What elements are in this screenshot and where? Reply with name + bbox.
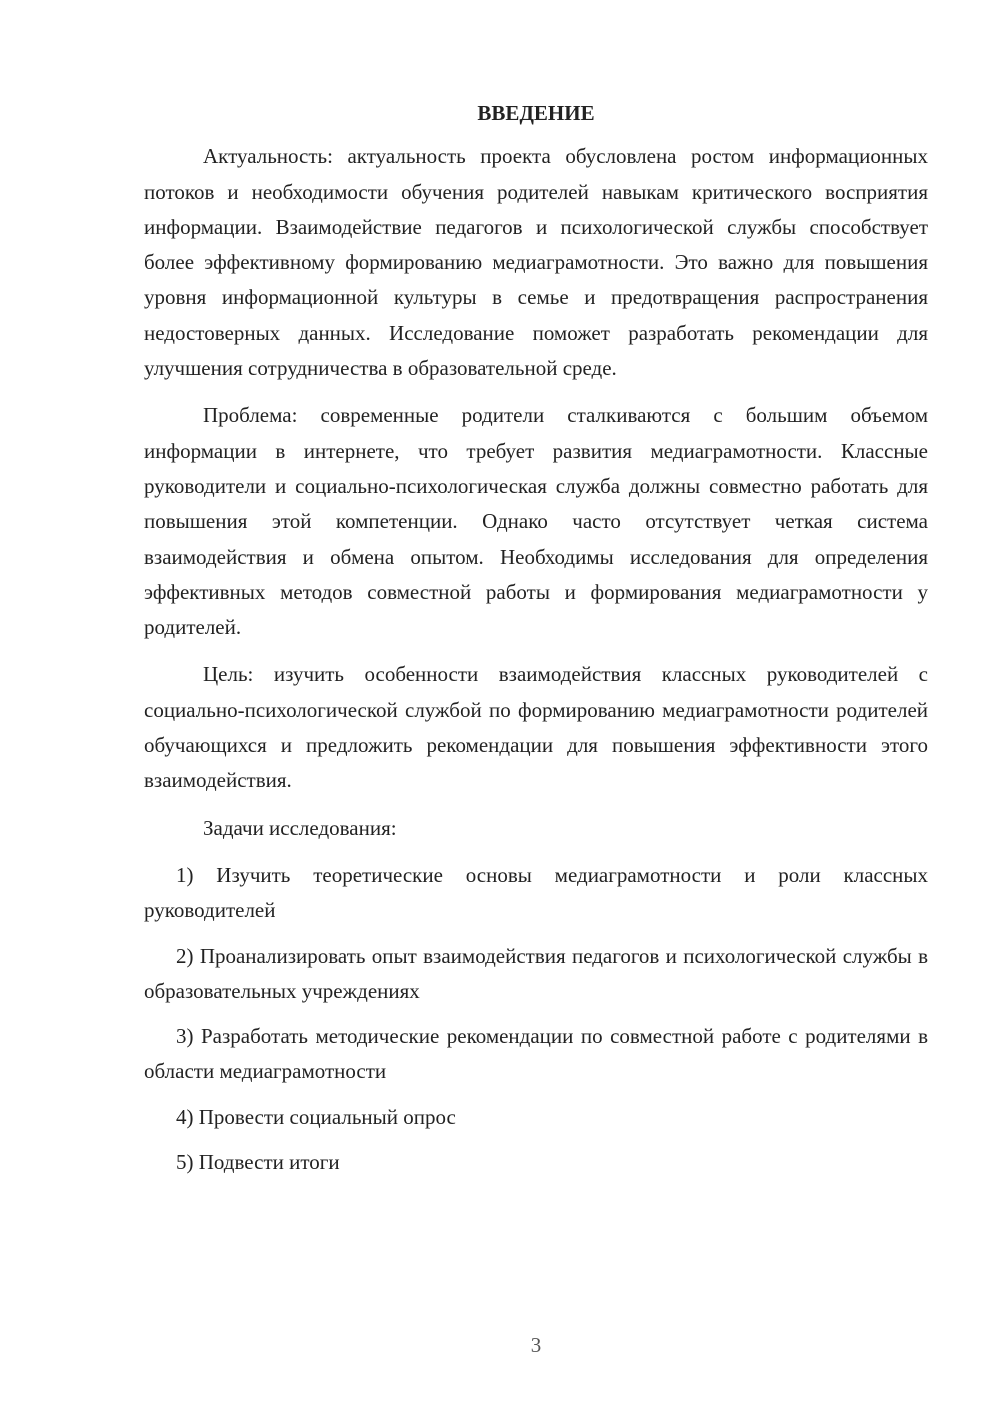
paragraph-problem: Проблема: современные родители сталкиваются с большим объемом информации в интернете, что требует развития медиаграмотности. Классные руководители и социально-психологическая служба должны совместно работать для повышения этой компетенции. Однако часто отсутствует четкая система взаимодействия и обмена опытом. Необходимы исследования для определения эффективных методов совместной работы и формирования медиаграмотности у родителей.	[144, 403, 928, 640]
task-item-3: 3) Разработать методические рекомендации по совместной работе с родителями в области медиаграмотности	[144, 1024, 928, 1084]
page-number: 3	[530, 1333, 542, 1357]
task-item-5: 5) Подвести итоги	[176, 1150, 340, 1175]
paragraph-relevance: Актуальность: актуальность проекта обусловлена ростом информационных потоков и необходимости обучения родителей навыкам критического восприятия информации. Взаимодействие педагогов и психологической службы способствует более эффективному формированию медиаграмотности. Это важно для повышения уровня информационной культуры в семье и предотвращения распространения недостоверных данных. Исследование поможет разработать рекомендации для улучшения сотрудничества в образовательной среде.	[144, 144, 928, 381]
task-item-2: 2) Проанализировать опыт взаимодействия педагогов и психологической службы в образовательных учреждениях	[144, 943, 928, 1003]
section-heading: ВВЕДЕНИЕ	[477, 101, 595, 125]
task-item-4: 4) Провести социальный опрос	[176, 1104, 456, 1129]
page-content	[144, 96, 928, 1190]
tasks-title: Задачи исследования:	[203, 815, 397, 840]
paragraph-goal: Цель: изучить особенности взаимодействия классных руководителей с социально-психологической службой по формированию медиаграмотности родителей обучающихся и предложить рекомендации для повышения эффективности этого взаимодействия.	[144, 662, 928, 793]
task-item-1: 1) Изучить теоретические основы медиаграмотности и роли классных руководителей	[144, 862, 928, 923]
